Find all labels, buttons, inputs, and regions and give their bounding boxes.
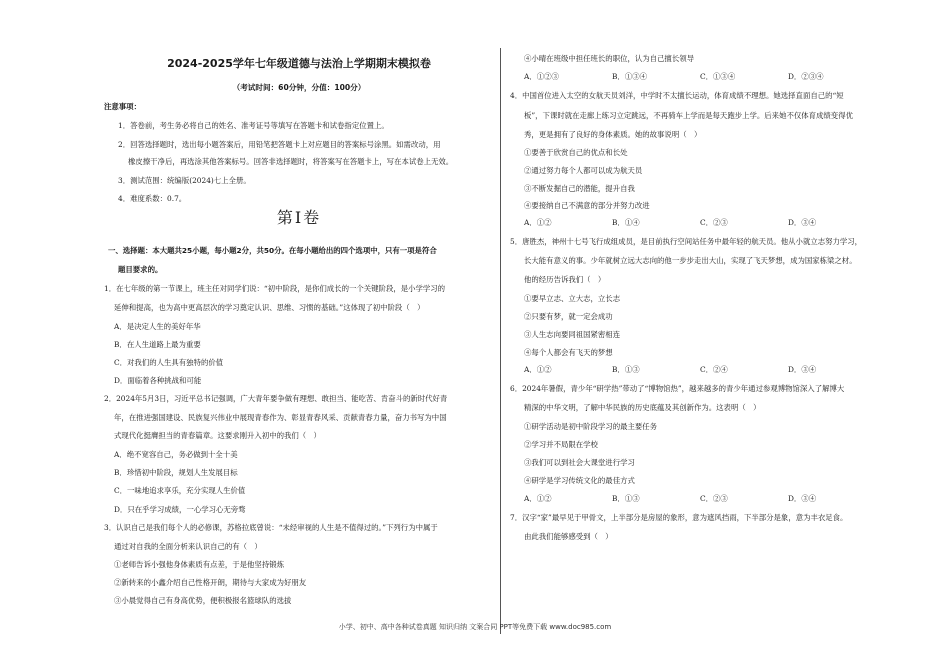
- q2-option-b[interactable]: B．珍惜初中阶段，规划人生发展目标: [114, 468, 238, 477]
- q6-option-a[interactable]: A．①②: [524, 494, 552, 503]
- q1-option-b[interactable]: B．在人生道路上最为重要: [114, 340, 201, 349]
- exam-subtitle: （考试时间：60分钟，分值：100分）: [232, 83, 366, 92]
- q5-stem-3: 他的经历告诉我们（ ）: [524, 275, 606, 284]
- column-divider: [500, 48, 501, 634]
- q2-stem-1: 2．2024年5月3日，习近平总书记强调，广大青年要争做有理想、敢担当、能吃苦、肯奋斗的新时代好青: [104, 394, 448, 403]
- q6-option-b[interactable]: B．①③: [612, 494, 640, 503]
- q6-stem-2: 精深的中华文明，了解中华民族的历史底蕴及其创新作为。这表明（ ）: [524, 403, 761, 412]
- q3-item-3: ③小晨觉得自己有身高优势，便积极报名篮球队的选拔: [114, 596, 292, 605]
- q3-options: [524, 67, 824, 86]
- exam-title: 2024-2025学年七年级道德与法治上学期期末模拟卷: [167, 57, 431, 70]
- q6-option-d[interactable]: D．③④: [788, 494, 817, 503]
- q6-options: [524, 489, 816, 508]
- q3-option-c[interactable]: C．①③④: [700, 72, 736, 81]
- section-title: 第Ⅰ卷: [276, 208, 322, 227]
- q5-option-b[interactable]: B．①③: [612, 365, 640, 374]
- page-footer: 小学、初中、高中各种试卷真题 知识归纳 文案合同 PPT等免费下载 www.doc985.com: [338, 623, 612, 631]
- note-4: 4．难度系数：0.7。: [118, 194, 187, 203]
- q3-option-b[interactable]: B．①③④: [612, 72, 647, 81]
- q5-item-3: ③人生志向要同祖国紧密相连: [524, 330, 621, 339]
- q2-stem-2: 年，在推进强国建设、民族复兴伟业中展现青春作为、彰显青春风采、贡献青春力量，奋力书写为中国: [114, 413, 447, 422]
- q3-option-d[interactable]: D．②③④: [788, 72, 824, 81]
- q6-option-c[interactable]: C．②③: [700, 494, 728, 503]
- q7-stem-1: 7．汉字“家”最早见于甲骨文，上半部分是房屋的象形，意为遮风挡雨，下半部分是象，意为丰衣足食。: [510, 513, 848, 522]
- q4-option-b[interactable]: B．①④: [612, 218, 640, 227]
- q3-item-2: ②新转来的小鑫介绍自己性格开朗，期待与大家成为好朋友: [114, 578, 307, 587]
- q4-stem-1: 4．中国首位进入太空的女航天员刘洋，中学时不太擅长运动，体育成绩不理想。她选择直面自己的“短: [510, 91, 844, 100]
- q3-option-a[interactable]: A．①②③: [524, 72, 559, 81]
- q1-option-d[interactable]: D．面临着各种挑战和可能: [114, 376, 202, 385]
- q2-option-c[interactable]: C．一味地追求享乐，充分实现人生价值: [114, 486, 246, 495]
- q3-stem-2: 通过对自我的全面分析来认识自己的有（ ）: [114, 542, 262, 551]
- q5-item-2: ②只要有梦，就一定会成功: [524, 312, 613, 321]
- q7-stem-2: 由此我们能够感受到（ ）: [524, 532, 613, 541]
- q5-options: [524, 360, 816, 379]
- note-1: 1．答卷前，考生务必将自己的姓名、准考证号等填写在答题卡和试卷指定位置上。: [118, 121, 389, 130]
- section-intro-1: 一、选择题：本大题共25小题，每小题2分，共50分。在每小题给出的四个选项中，只有一项是符合: [108, 246, 437, 255]
- q2-option-d[interactable]: D．只在乎学习成绩，一心学习心无旁骛: [114, 505, 246, 514]
- q4-item-3: ③不断发掘自己的潜能，提升自我: [524, 184, 635, 193]
- q3-stem-1: 3．认识自己是我们每个人的必修课，苏格拉底曾说：“未经审视的人生是不值得过的。”下列行为中属于: [104, 523, 438, 532]
- q5-option-d[interactable]: D．③④: [788, 365, 817, 374]
- q4-stem-3: 秀，更是拥有了良好的身体素质。她的故事说明（ ）: [524, 130, 702, 139]
- q5-option-a[interactable]: A．①②: [524, 365, 552, 374]
- q1-option-c[interactable]: C．对我们的人生具有独特的价值: [114, 358, 224, 367]
- q5-item-4: ④每个人都会有飞天的梦想: [524, 348, 613, 357]
- note-2-cont: 橡皮擦干净后，再选涂其他答案标号。回答非选择题时，将答案写在答题卡上，写在本试卷上无效。: [128, 157, 454, 166]
- q6-item-4: ④研学是学习传统文化的最佳方式: [524, 476, 635, 485]
- q2-option-a[interactable]: A．绝不宽容自己，务必做到十全十美: [114, 450, 238, 459]
- q4-stem-2: 板”，下课时就在走廊上练习立定跳远，不再骑车上学而是每天跑步上学。后来她不仅体育成绩变得优: [524, 111, 853, 120]
- q5-item-1: ①要早立志、立大志，立长志: [524, 294, 621, 303]
- section-intro-2: 题目要求的。: [118, 265, 163, 274]
- q3-item-1: ①老师告诉小强他身体素质有点差，于是他坚持锻炼: [114, 560, 284, 569]
- q4-item-4: ④要接纳自己不满意的部分并努力改进: [524, 201, 650, 210]
- note-3: 3．测试范围：统编版(2024)七上全册。: [118, 176, 251, 185]
- q1-option-a[interactable]: A．是决定人生的美好年华: [114, 322, 201, 331]
- q5-stem-2: 长大能有意义的事。少年就树立远大志向的他一步步走出大山，实现了飞天梦想，成为国家栋梁之材。: [524, 256, 857, 265]
- q4-option-a[interactable]: A．①②: [524, 218, 552, 227]
- q6-stem-1: 6．2024年暑假，青少年“研学热”带动了“博物馆热”，越来越多的青少年通过参观博物馆深入了解博大: [510, 384, 845, 393]
- q5-option-c[interactable]: C．②④: [700, 365, 728, 374]
- q1-stem-1: 1．在七年级的第一节课上，班主任对同学们说：“初中阶段，是你们成长的一个关键阶段，是小学学习的: [104, 284, 446, 293]
- q3-item-4: ④小晴在班级中担任班长的职位，认为自己擅长领导: [524, 54, 694, 63]
- q4-option-c[interactable]: C．②③: [700, 218, 728, 227]
- notes-heading: 注意事项：: [104, 102, 141, 111]
- q2-stem-3: 式现代化挺膺担当的青春篇章。这要求刚升入初中的我们（ ）: [114, 431, 321, 440]
- q6-item-1: ①研学活动是初中阶段学习的最主要任务: [524, 422, 658, 431]
- q4-options: [524, 213, 816, 232]
- q4-item-1: ①要善于欣赏自己的优点和长处: [524, 148, 628, 157]
- q6-item-3: ③我们可以到社会大课堂进行学习: [524, 458, 635, 467]
- q4-option-d[interactable]: D．③④: [788, 218, 817, 227]
- note-2: 2．回答选择题时，选出每小题答案后，用铅笔把答题卡上对应题目的答案标号涂黑。如需改动，用: [118, 140, 441, 149]
- q5-stem-1: 5．唐胜杰，神州十七号飞行成组成员，是目前执行空间站任务中最年轻的航天员。他从小就立志努力学习，: [510, 237, 863, 246]
- q6-item-2: ②学习并不局限在学校: [524, 440, 598, 449]
- q1-stem-2: 延伸和提高，也为高中更高层次的学习奠定认识、思维、习惯的基础。”这体现了初中阶段（ ）: [114, 303, 425, 312]
- q4-item-2: ②通过努力每个人都可以成为航天员: [524, 166, 643, 175]
